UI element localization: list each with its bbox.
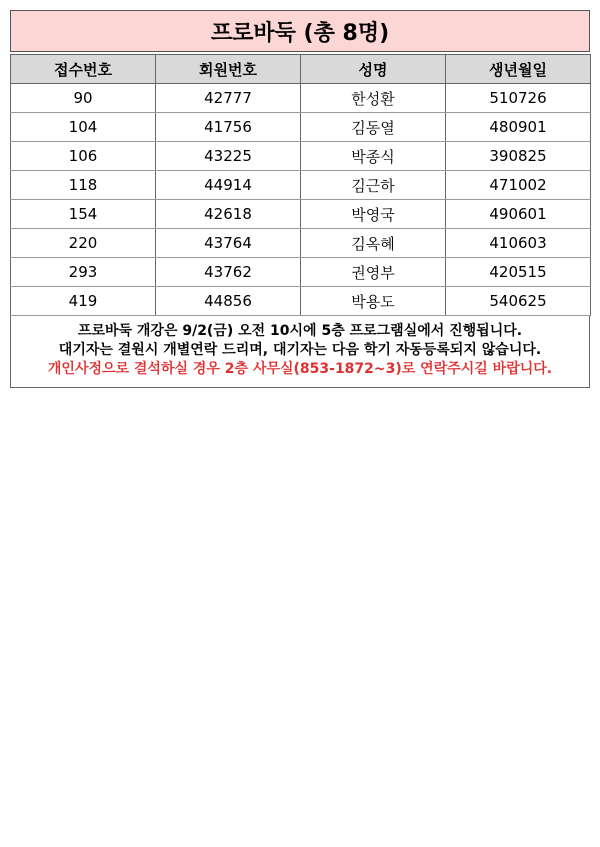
- header-name: 성명: [301, 55, 446, 84]
- cell-application-number: 118: [11, 171, 156, 200]
- cell-application-number: 104: [11, 113, 156, 142]
- table-header-row: [11, 55, 591, 84]
- table-row: [11, 142, 591, 171]
- header-member-number: 회원번호: [156, 55, 301, 84]
- cell-birthdate: 471002: [446, 171, 591, 200]
- cell-birthdate: 490601: [446, 200, 591, 229]
- cell-name: 박종식: [301, 142, 446, 171]
- header-application-number: 접수번호: [11, 55, 156, 84]
- cell-application-number: 90: [11, 84, 156, 113]
- table-row: [11, 84, 591, 113]
- cell-name: 박용도: [301, 287, 446, 316]
- cell-member-number: 41756: [156, 113, 301, 142]
- cell-member-number: 42618: [156, 200, 301, 229]
- roster-sheet: [10, 10, 590, 388]
- cell-application-number: 220: [11, 229, 156, 258]
- cell-member-number: 44856: [156, 287, 301, 316]
- cell-birthdate: 390825: [446, 142, 591, 171]
- table-row: [11, 258, 591, 287]
- cell-name: 권영부: [301, 258, 446, 287]
- cell-name: 박영국: [301, 200, 446, 229]
- cell-application-number: 154: [11, 200, 156, 229]
- notice-box: [10, 316, 590, 388]
- cell-name: 김근하: [301, 171, 446, 200]
- notice-line-absence-contact: 개인사정으로 결석하실 경우 2층 사무실(853-1872~3)로 연락주시길 바랍니다.: [47, 361, 553, 377]
- table-row: [11, 113, 591, 142]
- table-row: [11, 287, 591, 316]
- cell-application-number: 293: [11, 258, 156, 287]
- cell-name: 한성환: [301, 84, 446, 113]
- notice-line-waitlist: 대기자는 결원시 개별연락 드리며, 대기자는 다음 학기 자동등록되지 않습니다.: [58, 342, 542, 358]
- cell-member-number: 42777: [156, 84, 301, 113]
- page-title: 프로바둑 (총 8명): [10, 10, 590, 52]
- cell-member-number: 43225: [156, 142, 301, 171]
- cell-member-number: 44914: [156, 171, 301, 200]
- cell-birthdate: 510726: [446, 84, 591, 113]
- cell-application-number: 419: [11, 287, 156, 316]
- cell-birthdate: 420515: [446, 258, 591, 287]
- table-row: [11, 229, 591, 258]
- table-row: [11, 171, 591, 200]
- cell-birthdate: 410603: [446, 229, 591, 258]
- cell-birthdate: 480901: [446, 113, 591, 142]
- cell-application-number: 106: [11, 142, 156, 171]
- cell-name: 김옥혜: [301, 229, 446, 258]
- cell-member-number: 43764: [156, 229, 301, 258]
- header-birthdate: 생년월일: [446, 55, 591, 84]
- cell-member-number: 43762: [156, 258, 301, 287]
- cell-birthdate: 540625: [446, 287, 591, 316]
- roster-table: [10, 54, 591, 316]
- notice-line-schedule: 프로바둑 개강은 9/2(금) 오전 10시에 5층 프로그램실에서 진행됩니다.: [77, 323, 523, 339]
- cell-name: 김동열: [301, 113, 446, 142]
- table-row: [11, 200, 591, 229]
